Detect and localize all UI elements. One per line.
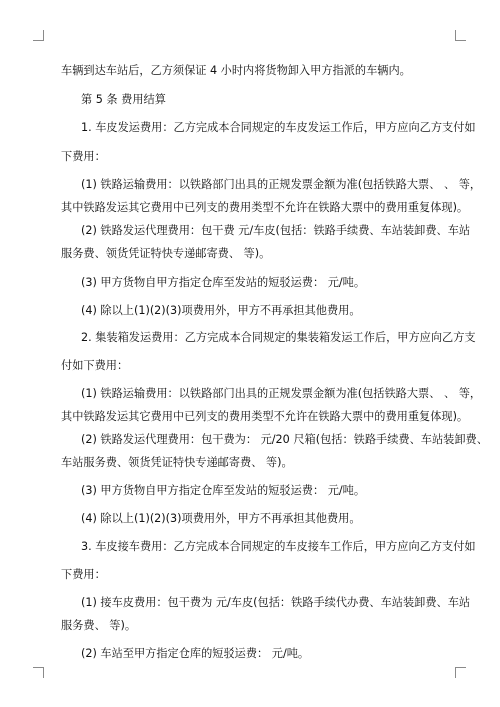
body-text-line: (4) 除以上(1)(2)(3)项费用外，甲方不再承担其他费用。 xyxy=(81,512,361,525)
body-text-line: (1) 接车皮费用：包干费为 元/车皮(包括：铁路手续代办费、车站装卸费、车站 xyxy=(81,596,471,609)
body-text-line: 车辆到达车站后，乙方须保证 4 小时内将货物卸入甲方指派的车辆内。 xyxy=(61,64,411,77)
body-text-line: 服务费、 等)。 xyxy=(61,619,137,632)
crop-mark-top-left xyxy=(33,30,44,41)
body-text-line: 下费用： xyxy=(61,150,106,163)
crop-mark-bottom-left xyxy=(33,667,44,678)
body-text-line: 3. 车皮接车费用：乙方完成本合同规定的车皮接车工作后，甲方应向乙方支付如 xyxy=(81,540,476,553)
crop-mark-top-right xyxy=(455,30,466,41)
body-text-line: 2. 集装箱发运费用：乙方完成本合同规定的集装箱发运工作后，甲方应向乙方支 xyxy=(81,331,476,344)
body-text-line: 服务费、领货凭证特快专递邮寄费、 等)。 xyxy=(61,247,271,260)
body-text-line: (2) 铁路发运代理费用：包干费为： 元/20 尺箱(包括：铁路手续费、车站装卸费、 xyxy=(81,433,488,446)
body-text-line: (3) 甲方货物自甲方指定仓库至发站的短驳运费： 元/吨。 xyxy=(81,484,366,497)
body-text-line: 付如下费用： xyxy=(61,359,129,372)
body-text-line: (1) 铁路运输费用：以铁路部门出具的正规发票金额为准(包括铁路大票、 、 等， xyxy=(81,387,482,400)
body-text-line: (2) 铁路发运代理费用：包干费 元/车皮(包括：铁路手续费、车站装卸费、车站 xyxy=(81,224,471,237)
body-text-line: (4) 除以上(1)(2)(3)项费用外，甲方不再承担其他费用。 xyxy=(81,304,361,317)
body-text-line: 其中铁路发运其它费用中已列支的费用类型不允许在铁路大票中的费用重复体现)。 xyxy=(61,201,469,214)
section-heading: 第 5 条 费用结算 xyxy=(81,93,166,106)
body-text-line: (1) 铁路运输费用：以铁路部门出具的正规发票金额为准(包括铁路大票、 、 等， xyxy=(81,178,482,191)
body-text-line: (3) 甲方货物自甲方指定仓库至发站的短驳运费： 元/吨。 xyxy=(81,276,366,289)
body-text-line: 1. 车皮发运费用：乙方完成本合同规定的车皮发运工作后，甲方应向乙方支付如 xyxy=(81,121,476,134)
body-text-line: 车站服务费、领货凭证特快专递邮寄费、 等)。 xyxy=(61,456,293,469)
crop-mark-bottom-right xyxy=(455,667,466,678)
body-text-line: (2) 车站至甲方指定仓库的短驳运费： 元/吨。 xyxy=(81,647,310,660)
body-text-line: 其中铁路发运其它费用中已列支的费用类型不允许在铁路大票中的费用重复体现)。 xyxy=(61,410,469,423)
body-text-line: 下费用： xyxy=(61,568,106,581)
